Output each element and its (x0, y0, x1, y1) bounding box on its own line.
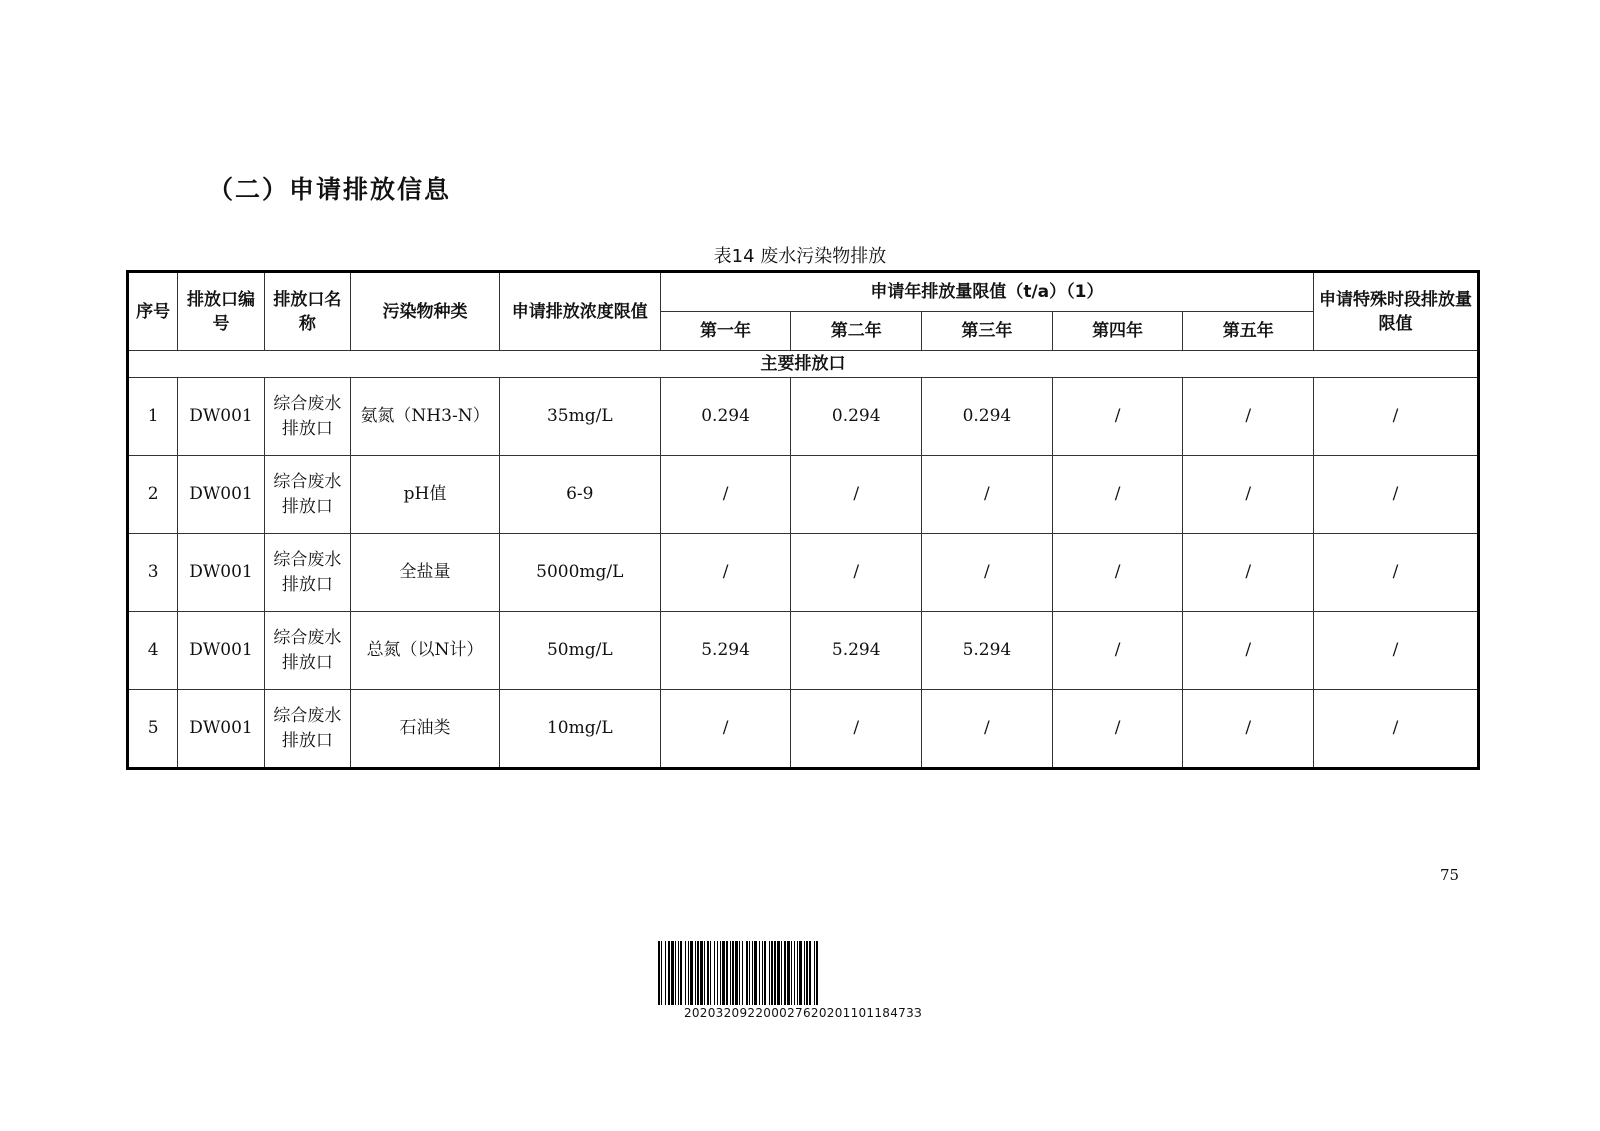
cell-seq: 3 (128, 534, 178, 612)
barcode-bar (695, 941, 696, 1005)
barcode-bar (675, 941, 676, 1005)
barcode-number: 20203209220002762020110118473З (683, 1006, 923, 1020)
cell-year-4: / (1052, 612, 1183, 690)
barcode-bar (726, 941, 728, 1005)
barcode-bar (732, 941, 734, 1005)
barcode-bar (781, 941, 782, 1005)
barcode-bar (690, 941, 693, 1005)
barcode-bar (704, 941, 705, 1005)
header-year-5: 第五年 (1183, 312, 1314, 351)
group-label: 主要排放口 (128, 351, 1479, 378)
barcode-bar (665, 941, 666, 1005)
cell-year-2: / (791, 456, 922, 534)
barcode-bar (746, 941, 748, 1005)
header-year-1: 第一年 (660, 312, 791, 351)
cell-year-5: / (1183, 534, 1314, 612)
header-annual-limit: 申请年排放量限值（t/a）（1） (660, 272, 1313, 312)
barcode-bar (774, 941, 776, 1005)
barcode-bar (678, 941, 679, 1005)
cell-seq: 4 (128, 612, 178, 690)
cell-special: / (1314, 612, 1479, 690)
cell-concentration: 10mg/L (499, 690, 660, 769)
barcode-bar (680, 941, 682, 1005)
barcode-bar (671, 941, 674, 1005)
cell-pollutant: 全盐量 (351, 534, 500, 612)
cell-seq: 2 (128, 456, 178, 534)
barcode-bar (777, 941, 780, 1005)
table-caption: 表14 废水污染物排放 (713, 246, 887, 267)
cell-year-4: / (1052, 378, 1183, 456)
barcode-icon (658, 941, 948, 1005)
cell-outlet-id: DW001 (178, 378, 264, 456)
barcode-bar (707, 941, 709, 1005)
barcode-bar (797, 941, 798, 1005)
table-row (128, 534, 1479, 612)
barcode-bar (722, 941, 725, 1005)
cell-year-5: / (1183, 612, 1314, 690)
barcode-bar (658, 941, 660, 1005)
barcode-bar (814, 941, 815, 1005)
cell-year-2: 0.294 (791, 378, 922, 456)
cell-seq: 5 (128, 690, 178, 769)
cell-outlet-name: 综合废水排放口 (264, 612, 350, 690)
header-outlet-name: 排放口名称 (264, 272, 350, 351)
barcode-bar (784, 941, 786, 1005)
cell-year-3: / (922, 534, 1053, 612)
cell-pollutant: 总氮（以N计） (351, 612, 500, 690)
barcode-bar (771, 941, 773, 1005)
barcode-bar (742, 941, 743, 1005)
cell-year-3: / (922, 690, 1053, 769)
cell-year-4: / (1052, 690, 1183, 769)
cell-pollutant: 氨氮（NH3-N） (351, 378, 500, 456)
header-special-period: 申请特殊时段排放量限值 (1314, 272, 1479, 351)
barcode-bar (688, 941, 689, 1005)
cell-year-2: 5.294 (791, 612, 922, 690)
barcode-bar (759, 941, 760, 1005)
cell-special: / (1314, 378, 1479, 456)
cell-year-1: 0.294 (660, 378, 791, 456)
cell-concentration: 50mg/L (499, 612, 660, 690)
cell-special: / (1314, 456, 1479, 534)
cell-year-1: / (660, 690, 791, 769)
cell-year-1: / (660, 534, 791, 612)
barcode-bar (816, 941, 818, 1005)
cell-year-4: / (1052, 456, 1183, 534)
header-year-4: 第四年 (1052, 312, 1183, 351)
header-outlet-id: 排放口编号 (178, 272, 264, 351)
cell-concentration: 5000mg/L (499, 534, 660, 612)
cell-year-4: / (1052, 534, 1183, 612)
barcode-bar (720, 941, 721, 1005)
cell-outlet-name: 综合废水排放口 (264, 378, 350, 456)
header-pollutant: 污染物种类 (351, 272, 500, 351)
cell-year-1: 5.294 (660, 612, 791, 690)
cell-outlet-id: DW001 (178, 534, 264, 612)
table-row (128, 690, 1479, 769)
cell-year-3: / (922, 456, 1053, 534)
barcode-bar (714, 941, 715, 1005)
barcode-bar (791, 941, 792, 1005)
cell-concentration: 35mg/L (499, 378, 660, 456)
barcode-bar (685, 941, 686, 1005)
cell-year-2: / (791, 534, 922, 612)
barcode-bar (697, 941, 699, 1005)
barcode-bar (735, 941, 738, 1005)
cell-year-5: / (1183, 690, 1314, 769)
barcode-bar (762, 941, 763, 1005)
barcode-bar (799, 941, 802, 1005)
barcode-bar (752, 941, 753, 1005)
header-year-3: 第三年 (922, 312, 1053, 351)
cell-outlet-name: 综合废水排放口 (264, 534, 350, 612)
table-row (128, 612, 1479, 690)
page-number: 75 (1440, 866, 1460, 884)
cell-outlet-name: 综合废水排放口 (264, 690, 350, 769)
cell-outlet-id: DW001 (178, 612, 264, 690)
barcode-bar (739, 941, 740, 1005)
barcode-bar (710, 941, 711, 1005)
section-title: （二）申请排放信息 (208, 175, 452, 204)
barcode-bar (787, 941, 790, 1005)
barcode-bar (794, 941, 795, 1005)
wastewater-pollutant-table (126, 270, 1480, 770)
barcode-bar (700, 941, 703, 1005)
cell-year-3: 5.294 (922, 612, 1053, 690)
barcode-bar (804, 941, 805, 1005)
cell-year-5: / (1183, 378, 1314, 456)
cell-pollutant: pH值 (351, 456, 500, 534)
cell-seq: 1 (128, 378, 178, 456)
barcode-bar (809, 941, 811, 1005)
cell-special: / (1314, 534, 1479, 612)
cell-year-5: / (1183, 456, 1314, 534)
header-year-2: 第二年 (791, 312, 922, 351)
barcode-bar (754, 941, 757, 1005)
barcode-bar (661, 941, 662, 1005)
cell-outlet-id: DW001 (178, 690, 264, 769)
cell-outlet-id: DW001 (178, 456, 264, 534)
barcode-bar (749, 941, 750, 1005)
table-row (128, 378, 1479, 456)
cell-year-1: / (660, 456, 791, 534)
header-concentration: 申请排放浓度限值 (499, 272, 660, 351)
cell-year-3: 0.294 (922, 378, 1053, 456)
table-row (128, 456, 1479, 534)
cell-year-2: / (791, 690, 922, 769)
barcode-bar (764, 941, 766, 1005)
cell-outlet-name: 综合废水排放口 (264, 456, 350, 534)
header-seq: 序号 (128, 272, 178, 351)
barcode-bar (769, 941, 770, 1005)
barcode-bar (668, 941, 670, 1005)
cell-concentration: 6-9 (499, 456, 660, 534)
barcode-bar (717, 941, 718, 1005)
cell-pollutant: 石油类 (351, 690, 500, 769)
cell-special: / (1314, 690, 1479, 769)
barcode-bar (806, 941, 808, 1005)
barcode-bar (730, 941, 731, 1005)
